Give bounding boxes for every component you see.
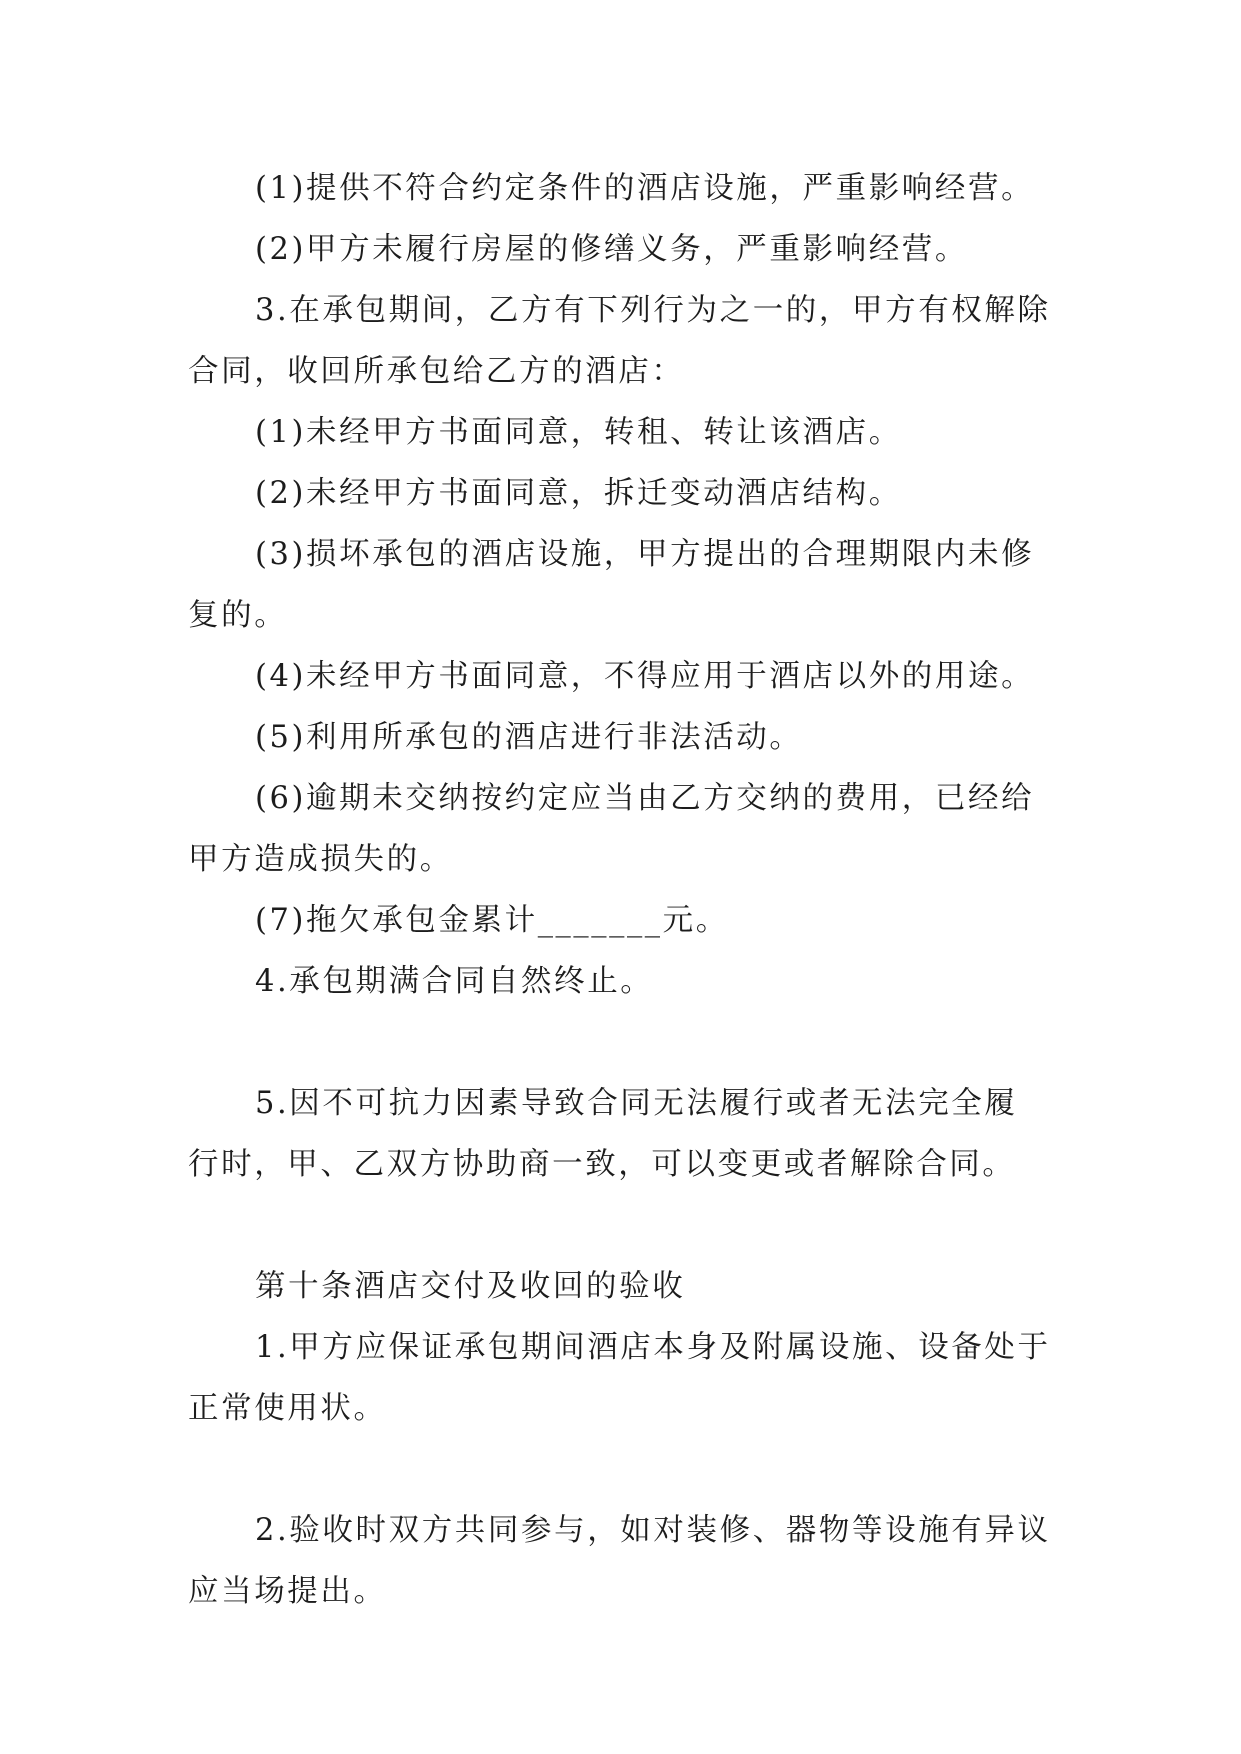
clause-line: (4)未经甲方书面同意，不得应用于酒店以外的用途。: [255, 659, 1035, 694]
clause-line: 5.因不可抗力因素导致合同无法履行或者无法完全履: [255, 1086, 1018, 1121]
clause-line-continuation: 复的。: [188, 598, 288, 633]
clause-line: 2.验收时双方共同参与，如对装修、器物等设施有异议: [255, 1513, 1051, 1548]
clause-line: (2)未经甲方书面同意，拆迁变动酒店结构。: [255, 476, 902, 511]
clause-line: 1.甲方应保证承包期间酒店本身及附属设施、设备处于: [255, 1330, 1051, 1365]
clause-line-continuation: 合同，收回所承包给乙方的酒店：: [188, 354, 685, 389]
clause-line-continuation: 应当场提出。: [188, 1574, 387, 1609]
clause-line: 4.承包期满合同自然终止。: [255, 964, 654, 999]
clause-line: (3)损坏承包的酒店设施，甲方提出的合理期限内未修: [255, 537, 1035, 572]
clause-line: (1)提供不符合约定条件的酒店设施，严重影响经营。: [255, 171, 1035, 206]
clause-line: (2)甲方未履行房屋的修缮义务，严重影响经营。: [255, 232, 969, 267]
clause-line: (7)拖欠承包金累计_______元。: [255, 903, 729, 938]
section-heading: 第十条酒店交付及收回的验收: [255, 1269, 686, 1304]
clause-line-continuation: 行时，甲、乙双方协助商一致，可以变更或者解除合同。: [188, 1147, 1016, 1182]
clause-line: (5)利用所承包的酒店进行非法活动。: [255, 720, 803, 755]
clause-line: (1)未经甲方书面同意，转租、转让该酒店。: [255, 415, 902, 450]
clause-line-continuation: 正常使用状。: [188, 1391, 387, 1426]
document-body: [188, 158, 1051, 1622]
clause-line-continuation: 甲方造成损失的。: [188, 842, 453, 877]
clause-line: (6)逾期未交纳按约定应当由乙方交纳的费用，已经给: [255, 781, 1035, 816]
clause-line: 3.在承包期间，乙方有下列行为之一的，甲方有权解除: [255, 293, 1051, 328]
